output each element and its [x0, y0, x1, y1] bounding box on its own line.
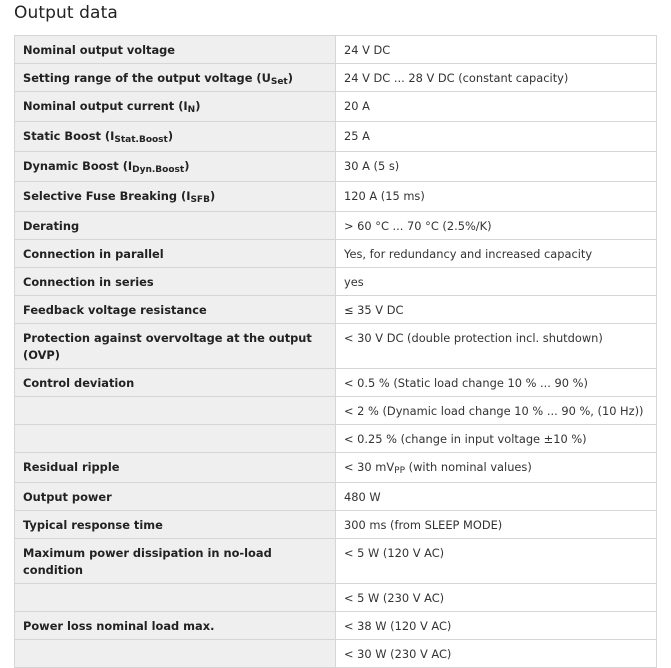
row-label-text: Nominal output voltage [23, 43, 176, 57]
row-label-text: Static Boost (I [23, 129, 115, 143]
row-value-text: 480 W [344, 490, 381, 504]
row-label-text: Derating [23, 219, 80, 233]
row-value-text: 25 A [344, 129, 370, 143]
row-label [15, 612, 336, 640]
row-label-text: Nominal output current (I [23, 99, 188, 113]
row-value [336, 483, 657, 511]
page-title: Output data [14, 3, 118, 23]
row-value [336, 584, 657, 612]
row-label [15, 640, 336, 668]
table-row [15, 268, 657, 296]
row-label [15, 212, 336, 240]
row-label [15, 182, 336, 212]
row-label [15, 539, 336, 584]
row-label-suffix: ) [209, 189, 216, 203]
row-label-text: Residual ripple [23, 460, 120, 474]
table-row [15, 152, 657, 182]
table-row [15, 324, 657, 369]
table-body [15, 36, 657, 668]
row-value-text: < 30 V DC (double protection incl. shutdown) [344, 331, 603, 345]
row-value [336, 122, 657, 152]
row-label [15, 397, 336, 425]
row-value-text: < 0.5 % (Static load change 10 % ... 90 %) [344, 376, 588, 390]
row-label [15, 511, 336, 539]
row-value [336, 369, 657, 397]
table-row [15, 64, 657, 92]
output-data-table [14, 35, 657, 668]
row-value-text: < 5 W (230 V AC) [344, 591, 445, 605]
table-row [15, 369, 657, 397]
row-value [336, 152, 657, 182]
row-value-text: 24 V DC [344, 43, 391, 57]
table-row [15, 453, 657, 483]
row-value [336, 92, 657, 122]
row-value [336, 324, 657, 369]
row-label-subscript: Set [270, 77, 288, 87]
table-row [15, 511, 657, 539]
row-value-text: 300 ms (from SLEEP MODE) [344, 518, 503, 532]
row-value-text: 30 A (5 s) [344, 159, 400, 173]
table-row [15, 640, 657, 668]
row-label [15, 584, 336, 612]
row-value [336, 296, 657, 324]
row-label [15, 324, 336, 369]
table-row [15, 483, 657, 511]
row-value-text: Yes, for redundancy and increased capacity [344, 247, 593, 261]
row-value-text: 24 V DC ... 28 V DC (constant capacity) [344, 71, 569, 85]
table-row [15, 425, 657, 453]
row-value-text: ≤ 35 V DC [344, 303, 404, 317]
table-row [15, 182, 657, 212]
row-label [15, 92, 336, 122]
row-label-text: Connection in parallel [23, 247, 164, 261]
row-label [15, 369, 336, 397]
row-label-suffix: ) [167, 129, 174, 143]
row-label [15, 296, 336, 324]
row-label [15, 483, 336, 511]
row-value [336, 539, 657, 584]
row-label [15, 64, 336, 92]
row-value [336, 240, 657, 268]
row-label [15, 36, 336, 64]
row-label [15, 453, 336, 483]
row-value-text: < 2 % (Dynamic load change 10 % ... 90 %, (10 Hz)) [344, 404, 644, 418]
table-row [15, 240, 657, 268]
table-row [15, 122, 657, 152]
table-row [15, 296, 657, 324]
table-row [15, 584, 657, 612]
row-label [15, 122, 336, 152]
row-label-subscript: SFB [190, 195, 210, 205]
row-value [336, 182, 657, 212]
row-value-text: < 30 W (230 V AC) [344, 647, 452, 661]
row-value-text: < 38 W (120 V AC) [344, 619, 452, 633]
table-row [15, 612, 657, 640]
row-value-text: < 5 W (120 V AC) [344, 546, 445, 560]
row-label-suffix: ) [184, 159, 190, 173]
row-value-suffix: (with nominal values) [405, 460, 532, 474]
row-value [336, 212, 657, 240]
row-value [336, 640, 657, 668]
row-value [336, 397, 657, 425]
row-value [336, 511, 657, 539]
row-value [336, 453, 657, 483]
row-value-subscript: PP [394, 466, 406, 476]
row-value [336, 612, 657, 640]
row-value-text: 120 A (15 ms) [344, 189, 425, 203]
row-value [336, 425, 657, 453]
row-value [336, 36, 657, 64]
row-label-subscript: N [187, 105, 196, 115]
row-label [15, 240, 336, 268]
row-value-text: < 30 mV [344, 460, 395, 474]
row-label [15, 152, 336, 182]
row-label-subscript: Dyn.Boost [132, 165, 185, 175]
row-label-text: Control deviation [23, 376, 135, 390]
row-label [15, 268, 336, 296]
row-value-text: < 0.25 % (change in input voltage ±10 %) [344, 432, 587, 446]
row-label-text: Feedback voltage resistance [23, 303, 207, 317]
table-row [15, 397, 657, 425]
row-label-text: Typical response time [23, 518, 163, 532]
table-row [15, 539, 657, 584]
row-label-text: Output power [23, 490, 112, 504]
row-label-text: Connection in series [23, 275, 154, 289]
row-label-suffix: ) [195, 99, 201, 113]
row-value [336, 268, 657, 296]
row-value-text: 20 A [344, 99, 370, 113]
row-label [15, 425, 336, 453]
row-label-text: Protection against overvoltage at the output (OVP) [23, 331, 312, 362]
row-label-text: Selective Fuse Breaking (I [23, 189, 191, 203]
table-row [15, 212, 657, 240]
row-label-suffix: ) [287, 71, 293, 85]
row-value-text: > 60 °C ... 70 °C (2.5%/K) [344, 219, 492, 233]
table-row [15, 92, 657, 122]
row-label-text: Dynamic Boost (I [23, 159, 133, 173]
row-label-subscript: Stat.Boost [114, 135, 168, 145]
row-value [336, 64, 657, 92]
row-label-text: Setting range of the output voltage (U [23, 71, 271, 85]
row-label-text: Maximum power dissipation in no-load condition [23, 546, 272, 577]
table-row [15, 36, 657, 64]
row-value-text: yes [344, 275, 364, 289]
row-label-text: Power loss nominal load max. [23, 619, 215, 633]
